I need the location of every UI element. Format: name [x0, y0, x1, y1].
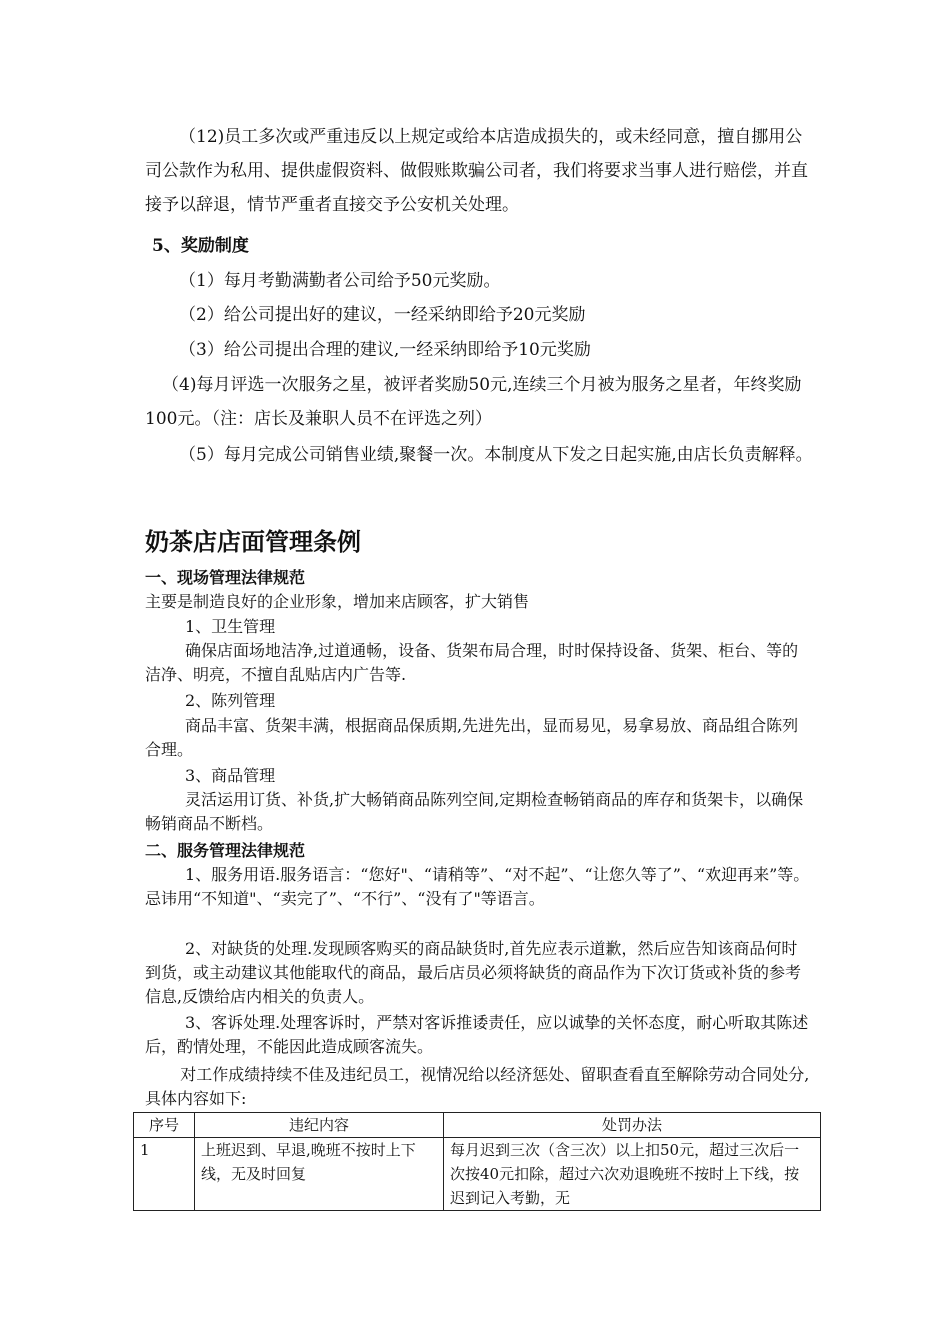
reward-item-2: （2）给公司提出好的建议，一经采纳即给予20元奖励: [179, 305, 586, 325]
reward-item-1: （1）每月考勤满勤者公司给予50元奖励。: [179, 271, 501, 291]
table-row: [134, 1138, 821, 1211]
reward-section-heading: 5、奖励制度: [152, 236, 249, 256]
goods-text: 灵活运用订货、补货,扩大畅销商品陈列空间,定期检查畅销商品的库存和货架卡，以确保畅销商品不断档。: [145, 790, 804, 833]
out-of-stock-text: 2、对缺货的处理.发现顾客购买的商品缺货时,首先应表示道歉，然后应告知该商品何时到货，或主动建议其他能取代的商品，最后店员必须将缺货的商品作为下次订货或补货的参考信息,反馈给店内相关的负责人。: [145, 939, 802, 1006]
cell-penalty: 每月迟到三次（含三次）以上扣50元，超过三次后一次按40元扣除，超过六次劝退晚班不按时上下线，按迟到记入考勤，无: [444, 1138, 821, 1211]
penalty-intro-text: 对工作成绩持续不佳及违纪员工，视情况给以经济惩处、留职查看直至解除劳动合同处分,具体内容如下:: [145, 1065, 810, 1108]
header-penalty: 处罚办法: [444, 1113, 821, 1138]
section-heading-site-management: 一、现场管理法律规范: [145, 568, 306, 587]
table-header-row: [134, 1113, 821, 1138]
site-management-intro: 主要是制造良好的企业形象，增加来店顾客，扩大销售: [145, 592, 530, 611]
display-title: 2、陈列管理: [185, 691, 276, 710]
reward-item-4: （4)每月评选一次服务之星，被评者奖励50元,连续三个月被为服务之星者，年终奖励100元。（注：店长及兼职人员不在评选之列）: [145, 375, 802, 429]
page-title: 奶茶店店面管理条例: [145, 528, 361, 556]
hygiene-title: 1、卫生管理: [185, 617, 276, 636]
reward-item-3: （3）给公司提出合理的建议,一经采纳即给予10元奖励: [179, 340, 591, 360]
penalty-table: [133, 1112, 821, 1211]
header-violation: 违纪内容: [195, 1113, 444, 1138]
complaint-text: 3、客诉处理.处理客诉时，严禁对客诉推诿责任，应以诚挚的关怀态度，耐心听取其陈述后，酌情处理，不能因此造成顾客流失。: [145, 1013, 809, 1056]
cell-violation: 上班迟到、早退,晚班不按时上下线，无及时回复: [195, 1138, 444, 1211]
header-index: 序号: [134, 1113, 195, 1138]
reward-item-5: （5）每月完成公司销售业绩,聚餐一次。本制度从下发之日起实施,由店长负责解释。: [179, 445, 813, 465]
section-heading-service-management: 二、服务管理法律规范: [145, 841, 306, 860]
hygiene-text: 确保店面场地洁净,过道通畅，设备、货架布局合理，时时保持设备、货架、柜台、等的洁净、明亮，不擅自乱贴店内广告等.: [145, 641, 799, 684]
display-text: 商品丰富、货架丰满，根据商品保质期,先进先出，显而易见，易拿易放、商品组合陈列合理。: [145, 716, 799, 759]
service-language-text: 1、服务用语.服务语言：“您好"、“请稍等”、“对不起”、“让您久等了”、“欢迎再来”等。忌讳用“不知道"、“卖完了”、“不行”、“没有了"等语言。: [145, 865, 810, 908]
cell-index: 1: [134, 1138, 195, 1211]
goods-title: 3、商品管理: [185, 766, 276, 785]
rule-12-paragraph: （12)员工多次或严重违反以上规定或给本店造成损失的，或未经同意，擅自挪用公司公款作为私用、提供虚假资料、做假账欺骗公司者，我们将要求当事人进行赔偿，并直接予以辞退，情节严重者直接交予公安机关处理。: [145, 127, 808, 215]
